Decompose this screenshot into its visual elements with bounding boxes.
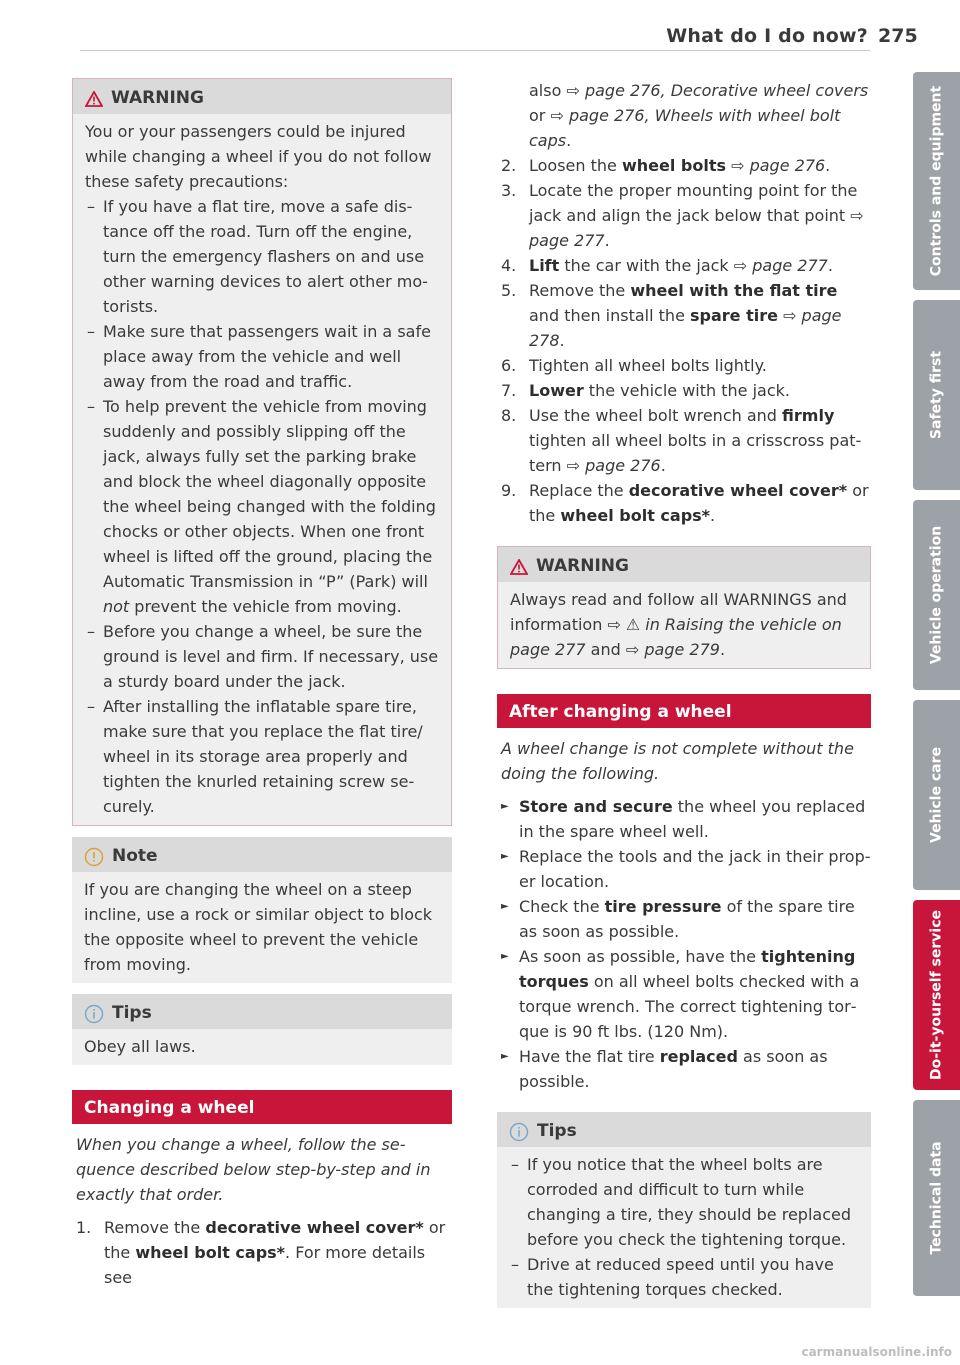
list-item: – If you have a flat tire, move a safe distance off the road. Turn off the engine, turn the emergency flashers on and use other warning devices to alert other motorists. — [85, 194, 439, 319]
tips-header — [72, 994, 452, 1029]
warning-box-right — [497, 546, 871, 669]
list-item: 6. Tighten all wheel bolts lightly. — [501, 356, 767, 375]
after-change-list — [497, 794, 871, 1094]
warning-body: Always read and follow all WARNINGS and information ⇨ ⚠ in Raising the vehicle on page 277 and ⇨ page 279. — [498, 582, 870, 668]
page-reference: ⇨ ⚠ in Raising the vehicle on page 277 — [510, 615, 842, 659]
list-item: – If you notice that the wheel bolts are corroded and difficult to turn while changing a tire, they should be replaced before you check the tightening torque. — [509, 1152, 859, 1252]
tips-body — [497, 1147, 871, 1308]
list-item: ► Check the tire pressure of the spare tire as soon as possible. — [501, 894, 871, 944]
tips-label: Tips — [537, 1121, 577, 1141]
warning-box — [72, 78, 452, 826]
running-header-title: What do I do now? — [666, 25, 868, 47]
side-tab-safety[interactable]: Safety first — [913, 300, 960, 490]
warning-triangle-icon — [510, 559, 528, 575]
side-tab-controls[interactable]: Controls and equipment — [913, 72, 960, 290]
section-intro: When you change a wheel, follow the sequence described below step-by-step and in exactly that order. — [76, 1135, 431, 1204]
right-column — [497, 78, 871, 1308]
tips-label: Tips — [112, 1003, 152, 1023]
steps-list — [72, 1215, 452, 1290]
info-circle-icon — [509, 1122, 529, 1142]
list-item: 8. Use the wheel bolt wrench and firmly tighten all wheel bolts in a crisscross pattern ⇨ page 276. — [501, 406, 862, 475]
note-body: If you are changing the wheel on a steep incline, use a rock or similar object to block the opposite wheel to prevent the vehicle from moving. — [72, 872, 452, 983]
warning-label: WARNING — [536, 556, 629, 576]
list-item: 4. Lift the car with the jack ⇨ page 277. — [501, 256, 833, 275]
list-item: 9. Replace the decorative wheel cover* or the wheel bolt caps*. — [501, 481, 869, 525]
exclamation-circle-icon — [84, 847, 104, 867]
page-reference: ⇨ page 278 — [529, 306, 842, 350]
side-tab-do-it-yourself[interactable]: Do-it-yourself service — [913, 900, 960, 1090]
warning-header — [73, 79, 451, 114]
side-tab-technical-data[interactable]: Technical data — [913, 1100, 960, 1296]
page-reference: ⇨ page 277 — [733, 256, 828, 275]
page-reference: ⇨ page 276, Decorative wheel covers — [566, 81, 869, 100]
list-item: – Make sure that passengers wait in a safe place away from the vehicle and well away from the road and traffic. — [85, 319, 439, 394]
list-item: – Drive at reduced speed until you have the tightening torques checked. — [509, 1252, 859, 1302]
page-reference: ⇨ page 276 — [566, 456, 661, 475]
list-item: ► Replace the tools and the jack in their proper location. — [501, 844, 871, 894]
section-heading-changing-wheel: Changing a wheel — [72, 1090, 452, 1124]
page-reference: ⇨ page 276, Wheels with wheel bolt caps — [529, 106, 841, 150]
left-column — [72, 78, 452, 1290]
note-box — [72, 837, 452, 983]
tips-box-right — [497, 1112, 871, 1308]
side-tab-vehicle-operation[interactable]: Vehicle operation — [913, 500, 960, 690]
warning-label: WARNING — [111, 88, 204, 108]
section-intro: A wheel change is not complete without the doing the following. — [501, 739, 854, 783]
side-tab-vehicle-care[interactable]: Vehicle care — [913, 700, 960, 890]
note-header — [72, 837, 452, 872]
list-item: – To help prevent the vehicle from moving suddenly and possibly slipping off the jack, always fully set the parking brake and block the wheel diagonally opposite the wheel being changed with the folding chocks or other objects. When one front wheel is lifted off the ground, placing the Automatic Transmission in “P” (Park) will not prevent the vehicle from moving. — [85, 394, 439, 619]
section-heading-after-changing: After changing a wheel — [497, 694, 871, 728]
info-circle-icon — [84, 1004, 104, 1024]
header-rule — [80, 50, 870, 51]
list-item: 2. Loosen the wheel bolts ⇨ page 276. — [501, 156, 831, 175]
page-number: 275 — [878, 25, 918, 47]
tips-header — [497, 1112, 871, 1147]
list-item: also ⇨ page 276, Decorative wheel covers or ⇨ page 276, Wheels with wheel bolt caps. — [529, 81, 869, 150]
warning-triangle-icon — [85, 91, 103, 107]
warning-intro: You or your passengers could be injured while changing a wheel if you do not follow these safety precautions: — [85, 122, 432, 191]
list-item: 1. Remove the decorative wheel cover* or the wheel bolt caps*. For more details see — [76, 1218, 446, 1287]
list-item: 7. Lower the vehicle with the jack. — [501, 381, 790, 400]
list-item: ► Store and secure the wheel you replaced in the spare wheel well. — [501, 794, 871, 844]
list-item: ► Have the flat tire replaced as soon as possible. — [501, 1044, 871, 1094]
page-reference: ⇨ page 279 — [625, 640, 720, 659]
warning-header — [498, 547, 870, 582]
watermark: carmanualsonline.info — [801, 1345, 952, 1359]
list-item: – Before you change a wheel, be sure the ground is level and firm. If necessary, use a sturdy board under the jack. — [85, 619, 439, 694]
page-reference: ⇨ page 277 — [529, 206, 864, 250]
list-item: ► As soon as possible, have the tightening torques on all wheel bolts checked with a torque wrench. The correct tightening torque is 90 ft lbs. (120 Nm). — [501, 944, 871, 1044]
page-reference: ⇨ page 276 — [731, 156, 826, 175]
list-item: 5. Remove the wheel with the flat tire and then install the spare tire ⇨ page 278. — [501, 281, 842, 350]
steps-list-continued — [497, 78, 871, 528]
tips-box — [72, 994, 452, 1065]
tips-body: Obey all laws. — [72, 1029, 452, 1065]
warning-list — [85, 194, 439, 819]
warning-body — [73, 114, 451, 825]
list-item: – After installing the inflatable spare tire, make sure that you replace the flat tire/ wheel in its storage area properly and tighten the knurled retaining screw securely. — [85, 694, 439, 819]
note-label: Note — [112, 846, 158, 866]
list-item: 3. Locate the proper mounting point for the jack and align the jack below that point ⇨ page 277. — [501, 181, 864, 250]
